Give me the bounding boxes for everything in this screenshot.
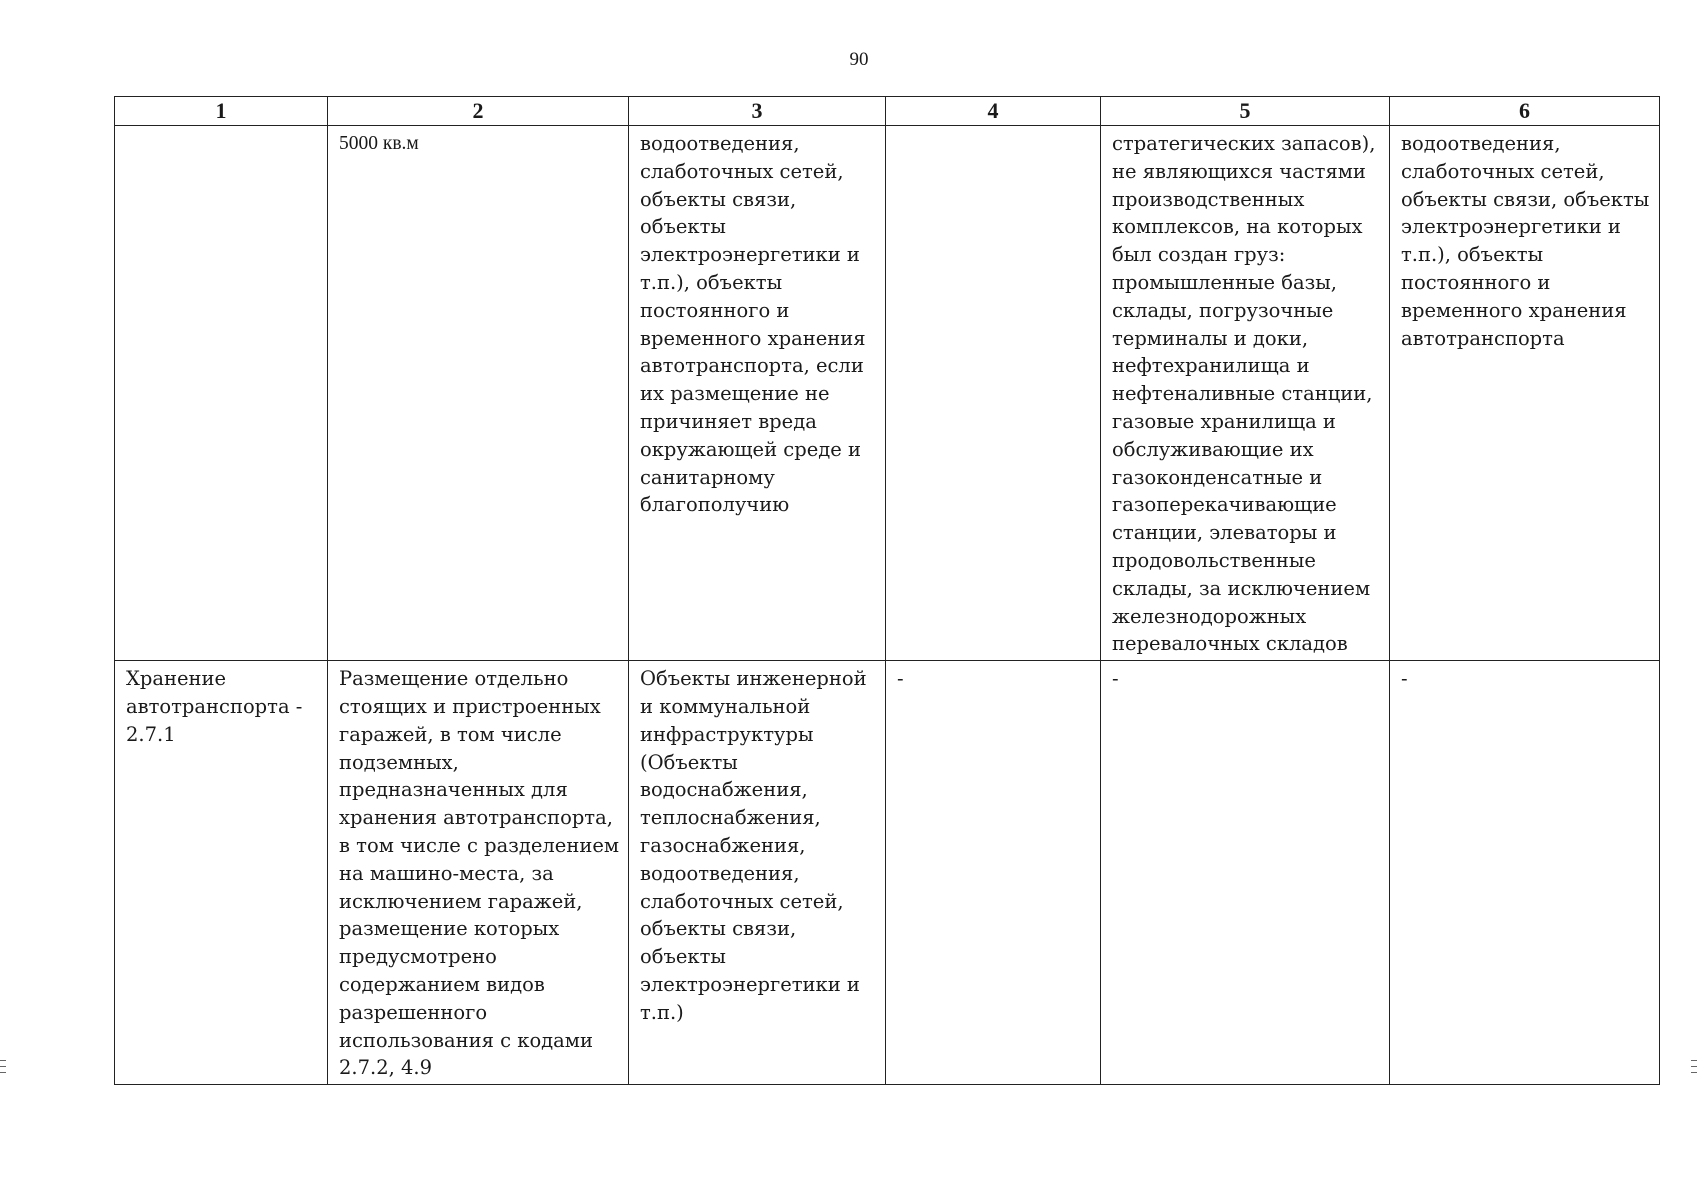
scan-margin-mark xyxy=(1691,1060,1697,1061)
page-number: 90 xyxy=(849,49,869,70)
scan-margin-mark xyxy=(0,1066,6,1067)
table-header-row xyxy=(115,97,1660,126)
scan-margin-mark xyxy=(1691,1072,1697,1073)
table-cell-use-name xyxy=(115,126,328,661)
table-row xyxy=(115,126,1660,661)
table-cell-use-name: Хранение автотранспорта - 2.7.1 xyxy=(115,661,328,1085)
scan-margin-mark xyxy=(0,1072,6,1073)
table-cell-description: Размещение отдельно стоящих и пристроенных гаражей, в том числе подземных, предназначенных для хранения автотранспорта, в том числе с разделением на машино-места, за исключением гаражей, размещение которых предусмотрено содержанием видов разрешенного использования с кодами 2.7.2, 4.9 xyxy=(328,661,629,1085)
scan-margin-mark xyxy=(0,1060,6,1061)
column-header: 5 xyxy=(1101,97,1390,126)
table-cell-auxiliary-uses: Объекты инженерной и коммунальной инфраструктуры (Объекты водоснабжения, теплоснабжения, газоснабжения, водоотведения, слаботочных сетей, объекты связи, объекты электроэнергетики и т.п.) xyxy=(629,661,886,1085)
table-cell-col5: стратегических запасов), не являющихся частями производственных комплексов, на которых был создан груз: промышленные базы, склады, погрузочные терминалы и доки, нефтехранилища и нефтеналивные станции, газовые хранилища и обслуживающие их газоконденсатные и газоперекачивающие станции, элеваторы и продовольственные склады, за исключением железнодорожных перевалочных складов xyxy=(1101,126,1390,661)
table-row xyxy=(115,661,1660,1085)
zoning-table xyxy=(114,96,1660,1085)
column-header: 6 xyxy=(1390,97,1660,126)
table-cell-col6: - xyxy=(1390,661,1660,1085)
column-header: 4 xyxy=(886,97,1101,126)
table-cell-col4: - xyxy=(886,661,1101,1085)
table-cell-description: 5000 кв.м xyxy=(328,126,629,661)
scan-margin-mark xyxy=(1691,1066,1697,1067)
column-header: 3 xyxy=(629,97,886,126)
table-cell-col5: - xyxy=(1101,661,1390,1085)
table-cell-auxiliary-uses: водоотведения, слаботочных сетей, объекты связи, объекты электроэнергетики и т.п.), объекты постоянного и временного хранения автотранспорта, если их размещение не причиняет вреда окружающей среде и санитарному благополучию xyxy=(629,126,886,661)
column-header: 2 xyxy=(328,97,629,126)
table-cell-col4 xyxy=(886,126,1101,661)
column-header: 1 xyxy=(115,97,328,126)
table-cell-col6: водоотведения, слаботочных сетей, объекты связи, объекты электроэнергетики и т.п.), объекты постоянного и временного хранения автотранспорта xyxy=(1390,126,1660,661)
